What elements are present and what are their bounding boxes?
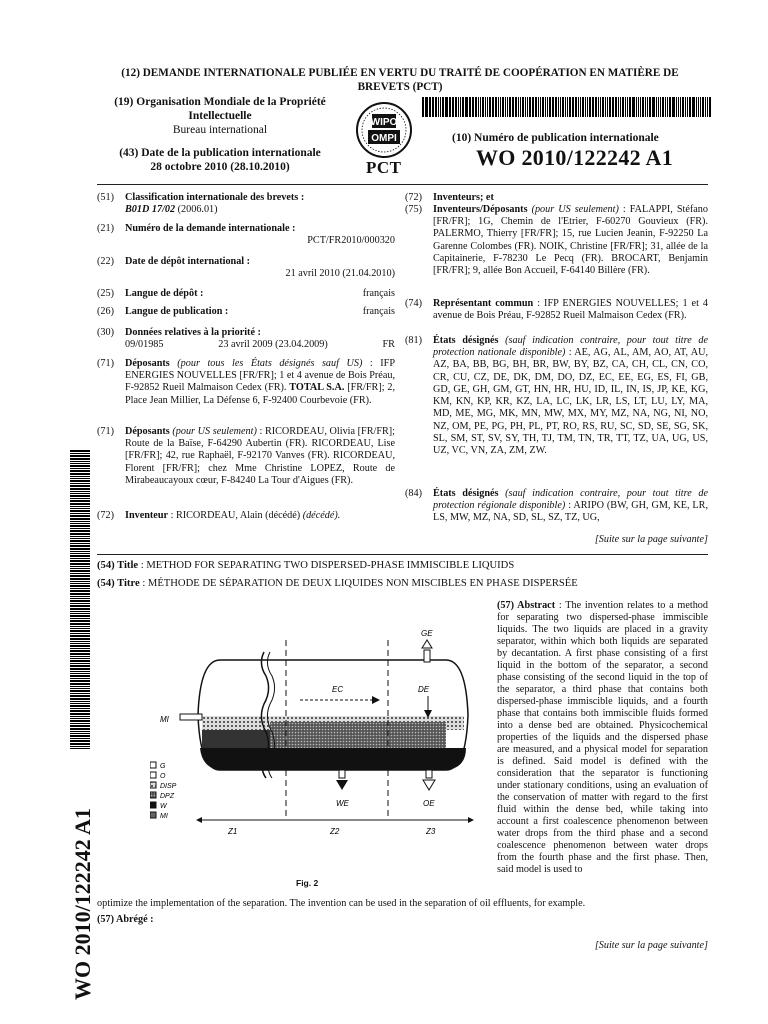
pct-label: PCT xyxy=(366,158,402,177)
logo-text-bottom: OMPI xyxy=(371,133,397,144)
title-fr: (54) Titre : MÉTHODE DE SÉPARATION DE DEUX LIQUIDES NON MISCIBLES EN PHASE DISPERSÉE xyxy=(97,578,578,589)
organisation-block xyxy=(100,96,340,137)
abstract-continued xyxy=(97,898,708,926)
publication-date-block xyxy=(100,146,340,175)
inlet-pipe xyxy=(180,714,202,720)
barcode-side xyxy=(70,450,90,750)
publication-number: WO 2010/122242 A1 xyxy=(476,145,673,170)
legend-w: W xyxy=(160,803,167,810)
oil-outlet xyxy=(426,770,432,778)
title-en: (54) Title : METHOD FOR SEPARATING TWO DISPERSED-PHASE IMMISCIBLE LIQUIDS xyxy=(97,560,515,571)
barcode-top xyxy=(422,97,712,117)
water-layer xyxy=(200,748,466,770)
abstract: (57) Abstract : The invention relates to a method for separating two dispersed-phase immiscible liquids. The two liquids are placed in a gravity separator, within which both liquids are separated by decantation. A first phase consisting of a first liquid in the bottom of the separator, a second phase consisting of the second liquid in the top of the separator, a third phase that contains both dispersed-phase immiscible liquids, and a fourth phase that contains both immiscible fluids formed into a dense bed are obtained. Physicochemical properties of the liquids and the dispersed phase are measured, and a physical model for separation is defined. Said model is defined with the consideration that the separator is functioning under stationary conditions, using an evaluation of the conservation of matter with regard to the first fluid within the dense bed, while taking into account a first coalescence phenomenon between water drops from the third phase and a second coalescence phenomenon between water drops from the fourth phase and the first phase. Then, said model is used to xyxy=(497,600,708,875)
organisation-label: (19) Organisation Mondiale de la Propriété xyxy=(114,96,326,108)
figure-caption: Fig. 2 xyxy=(296,878,319,888)
side-publication-number: WO 2010/122242 A1 xyxy=(70,808,95,1000)
publication-date-label: (43) Date de la publication internationale xyxy=(119,147,321,159)
oil-outlet-arrow xyxy=(423,780,435,790)
legend-disp: DISP xyxy=(160,783,177,790)
header-line-1: (12) DEMANDE INTERNATIONALE PUBLIÉE EN VERTU DU TRAITÉ DE COOPÉRATION EN MATIÈRE DE xyxy=(121,67,679,79)
label-de: DE xyxy=(418,685,430,694)
label-mi: MI xyxy=(160,715,169,724)
label-z2: Z2 xyxy=(330,827,340,836)
label-z3: Z3 xyxy=(426,827,436,836)
abstract-tail: optimize the implementation of the separation. The invention can be used in the separation of oil effluents, for example. xyxy=(97,898,586,909)
wipo-logo xyxy=(352,100,416,164)
divider-middle xyxy=(97,554,708,555)
gas-outlet xyxy=(424,650,430,662)
logo-text-top: WIPO xyxy=(370,117,398,128)
label-oe: OE xyxy=(423,799,435,808)
continued-note-2: [Suite sur la page suivante] xyxy=(594,940,708,951)
organisation-label-2: Intellectuelle xyxy=(188,109,252,122)
figure-separator-diagram xyxy=(150,620,490,850)
legend-g: G xyxy=(160,763,166,770)
label-we: WE xyxy=(336,799,349,808)
abrege-label: (57) Abrégé : xyxy=(97,914,154,926)
label-ec: EC xyxy=(332,685,344,694)
legend-o: O xyxy=(160,773,166,780)
publication-number-label: (10) Numéro de publication internationale xyxy=(452,132,659,144)
left-column: (51) Classification internationale des brevets : B01D 17/02 (2006.01) (21) Numéro de la demande internationale : PCT/FR2010/000320 (22) Date de dépôt international : 21 avril 2010 (21.04.2010) (25) Langue de dépôt : français (26) Langue de publication : français (30) Données relatives à la priorité : 09/01985 23 avril 2009 (23.04.2009) FR (71) Déposants (pour tous les États désignés sauf US) : IFP ENERGIES NOUVELLES [FR/FR]; 1 et 4 avenue de Bois Préau, F-92852 Rueil Malmaison Cedex (FR). TOTAL S.A. [FR/FR]; 2, Place Jean Millier, La Défense 6, F-92400 Courbevoie (FR). (71) Déposants (pour US seulement) : RICORDEAU, Olivia [FR/FR]; Route de la Baïse, F-64290 Aubertin (FR). RICORDEAU, Lise [FR/FR]; 42, rue Raphaël, F-92170 Vanves (FR). RICORDEAU, Florent [FR/FR]; chez Mme Christine LOPEZ, Route de Mirabeaucayoux cœur, F-84240 La Tour d'Aigues (FR). (72) Inventeur : RICORDEAU, Alain (décédé) (décédé). xyxy=(97,192,396,521)
bureau-label: Bureau international xyxy=(172,123,268,136)
water-outlet xyxy=(339,770,345,778)
continued-note-1: [Suite sur la page suivante] xyxy=(594,534,708,545)
right-column: (72) Inventeurs; et (75) Inventeurs/Déposants (pour US seulement) : FALAPPI, Stéfano [FR/FR]; 1G, Chemin de l'Etrier, F-60270 Gouvieux (FR). PALERMO, Thierry [FR/FR]; 15, rue Lucien Jeanin, F-92250 La Garenne Colombes (FR). NOIK, Christine [FR/FR]; 31, allée de la Capitainerie, F-78230 Le Pecq (FR). BROCART, Benjamin [FR/FR]; 9, allée Bon Accueil, F-64140 Billère (FR). (74) Représentant commun : IFP ENERGIES NOUVELLES; 1 et 4 avenue de Bois Préau, F-92852 Rueil Malmaison Cedex (FR). (81) États désignés (sauf indication contraire, pour tout titre de protection nationale disponible) : AE, AG, AL, AM, AO, AT, AU, AZ, BA, BB, BG, BH, BR, BW, BY, BZ, CA, CH, CL, CN, CO, CR, CU, CZ, DE, DK, DM, DO, DZ, EC, EE, EG, ES, FI, GB, GD, GE, GH, GM, GT, HN, HR, HU, ID, IL, IN, IS, JP, KE, KG, KM, KN, KP, KR, KZ, LA, LC, LK, LR, LS, LT, LU, LY, MA, MD, ME, MG, MK, MN, MW, MX, MY, MZ, NA, NG, NI, NO, NZ, OM, PE, PG, PH, PL, PT, RO, RS, RU, SC, SD, SE, SG, SK, SL, SM, ST, SV, SY, TH, TJ, TM, TN, TR, TT, TZ, UA, UG, US, UZ, VC, VN, ZA, ZM, ZW. (84) États désignés (sauf indication contraire, pour tout titre de protection régionale disponible) : ARIPO (BW, GH, GM, KE, LR, LS, MW, MZ, NA, SD, SL, SZ, TZ, UG, [Suite sur la page suivante] xyxy=(405,192,708,545)
water-outlet-arrow xyxy=(336,780,348,790)
publication-date-value: 28 octobre 2010 (28.10.2010) xyxy=(150,161,290,174)
legend-dpz: DPZ xyxy=(160,793,174,800)
divider-top xyxy=(97,184,708,185)
document-header xyxy=(100,66,700,94)
figure-legend xyxy=(150,762,177,820)
label-ge: GE xyxy=(421,629,433,638)
header-line-2: BREVETS (PCT) xyxy=(357,81,443,93)
gas-outlet-arrow xyxy=(422,640,432,648)
label-z1: Z1 xyxy=(228,827,238,836)
legend-mi: MI xyxy=(160,813,168,820)
dense-bed-layer xyxy=(270,722,446,748)
